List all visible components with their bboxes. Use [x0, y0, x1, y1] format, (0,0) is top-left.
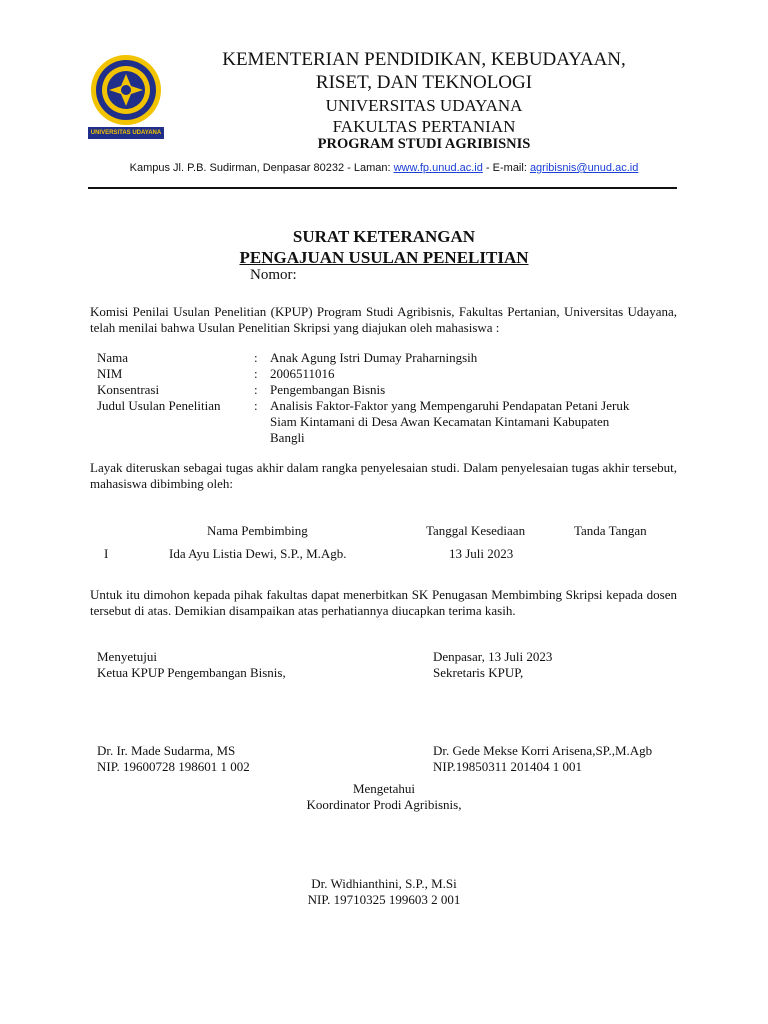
program-name: PROGRAM STUDI AGRIBISNIS [317, 136, 531, 152]
student-nim: 2006511016 [270, 366, 335, 381]
website-link[interactable]: www.fp.unud.ac.id [393, 162, 483, 174]
letter-number: Nomor: [250, 267, 297, 283]
konsentrasi-label: Konsentrasi [97, 382, 160, 397]
nim-label: NIM [97, 366, 123, 381]
coordinator-nip: NIP. 19710325 199603 2 001 [307, 892, 461, 907]
university-logo [87, 54, 165, 140]
supervisor-date: 13 Juli 2023 [449, 546, 514, 561]
col-header-date: Tanggal Kesediaan [426, 523, 526, 538]
ministry-line1: KEMENTERIAN PENDIDIKAN, KEBUDAYAAN, [222, 49, 626, 70]
research-title-line3: Bangli [270, 430, 305, 445]
approve-label: Menyetujui [97, 649, 157, 664]
intro-paragraph: Komisi Penilai Usulan Penelitian (KPUP) Program Studi Agribisnis, Fakultas Pertanian, Universitas Udayana, telah menilai bahwa Usulan Penelitian Skripsi yang diajukan oleh mahasiswa : [90, 304, 677, 335]
chair-nip: NIP. 19600728 198601 1 002 [97, 759, 250, 774]
colon: : [254, 398, 258, 413]
logo-caption: UNIVERSITAS UDAYANA [90, 130, 162, 136]
judul-label: Judul Usulan Penelitian [97, 398, 221, 413]
acknowledge-label: Mengetahui [352, 781, 416, 796]
ministry-line2: RISET, DAN TEKNOLOGI [315, 72, 533, 93]
faculty-name: FAKULTAS PERTANIAN [332, 117, 516, 136]
student-name: Anak Agung Istri Dumay Praharningsih [270, 350, 478, 365]
supervisor-name: Ida Ayu Listia Dewi, S.P., M.Agb. [169, 546, 347, 561]
address-text: Kampus Jl. P.B. Sudirman, Denpasar 80232 - Laman: [129, 162, 394, 174]
colon: : [254, 366, 258, 381]
coordinator-title: Koordinator Prodi Agribisnis, [306, 797, 462, 812]
letter-subtitle: PENGAJUAN USULAN PENELITIAN [239, 248, 529, 267]
colon: : [254, 350, 258, 365]
student-konsentrasi: Pengembangan Bisnis [270, 382, 386, 397]
place-date: Denpasar, 13 Juli 2023 [433, 649, 553, 664]
colon: : [254, 382, 258, 397]
col-header-name: Nama Pembimbing [207, 523, 308, 538]
email-prefix: - E-mail: [482, 162, 530, 174]
col-header-sign: Tanda Tangan [574, 523, 647, 538]
university-name: UNIVERSITAS UDAYANA [325, 96, 523, 115]
research-title-line2: Siam Kintamani di Desa Awan Kecamatan Kintamani Kabupaten [270, 414, 610, 429]
chair-name: Dr. Ir. Made Sudarma, MS [97, 743, 236, 758]
secretary-title: Sekretaris KPUP, [433, 665, 524, 680]
secretary-name: Dr. Gede Mekse Korri Arisena,SP.,M.Agb [433, 743, 653, 758]
name-label: Nama [97, 350, 129, 365]
statement-paragraph: Layak diteruskan sebagai tugas akhir dalam rangka penyelesaian studi. Dalam penyelesaian tugas akhir tersebut, mahasiswa dibimbing oleh: [90, 460, 677, 491]
secretary-nip: NIP.19850311 201404 1 001 [433, 759, 583, 774]
address-line [0, 162, 768, 174]
row-number: I [104, 546, 109, 561]
header-divider [88, 187, 677, 189]
letter-title: SURAT KETERANGAN [292, 227, 476, 246]
email-link[interactable]: agribisnis@unud.ac.id [529, 162, 639, 174]
coordinator-name: Dr. Widhianthini, S.P., M.Si [311, 876, 457, 891]
chair-title: Ketua KPUP Pengembangan Bisnis, [97, 665, 286, 680]
research-title-line1: Analisis Faktor-Faktor yang Mempengaruhi Pendapatan Petani Jeruk [270, 398, 630, 413]
request-paragraph: Untuk itu dimohon kepada pihak fakultas dapat menerbitkan SK Penugasan Membimbing Skripsi kepada dosen tersebut di atas. Demikian disampaikan atas perhatiannya diucapkan terima kasih. [90, 587, 677, 618]
